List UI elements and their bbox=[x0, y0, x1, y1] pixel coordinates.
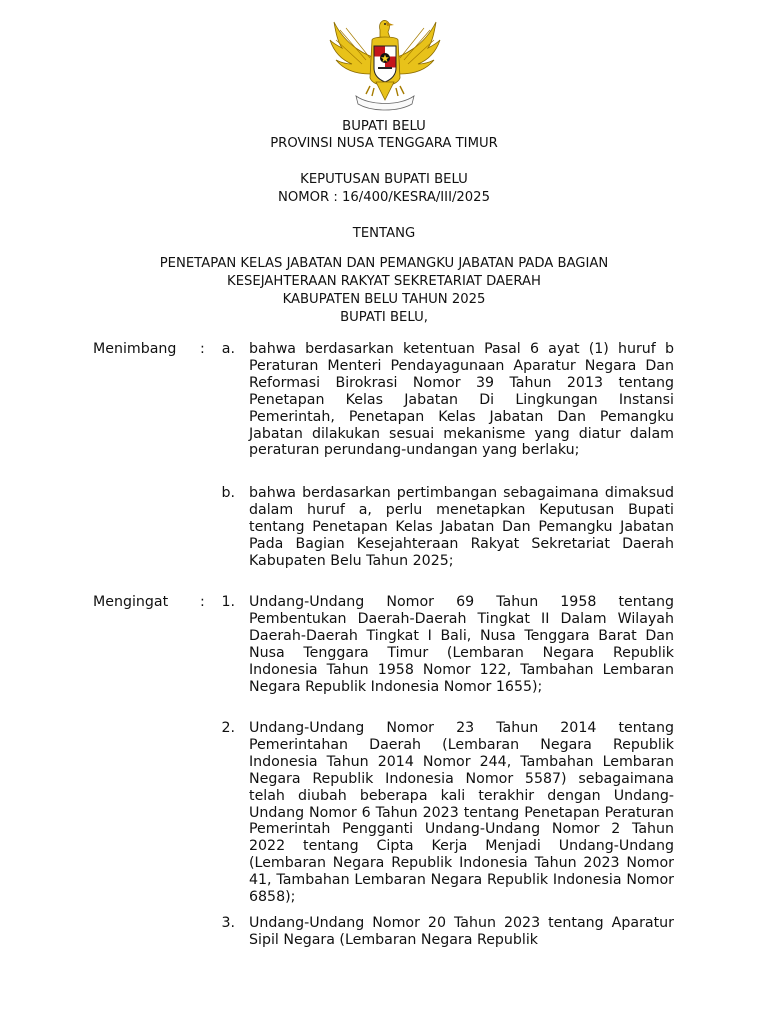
considering-marker-b: b. bbox=[221, 485, 235, 501]
remembering-colon: : bbox=[200, 594, 205, 610]
subject-line-3: KABUPATEN BELU TAHUN 2025 bbox=[282, 292, 486, 307]
garuda-emblem-icon bbox=[326, 16, 444, 112]
considering-label: Menimbang bbox=[93, 341, 177, 357]
remembering-item-3: Undang-Undang Nomor 20 Tahun 2023 tentang Aparatur Sipil Negara (Lembaran Negara Republik bbox=[249, 915, 674, 948]
considering-item-b: bahwa berdasarkan pertimbangan sebagaimana dimaksud dalam huruf a, perlu menetapkan Keputusan Bupati tentang Penetapan Kelas Jabatan Dan Pemangku Jabatan Pada Bagian Kesejahteraan Rakyat Sekretariat Daerah Kabupaten Belu Tahun 2025; bbox=[249, 485, 674, 569]
province-title: PROVINSI NUSA TENGGARA TIMUR bbox=[270, 136, 498, 151]
considering-colon: : bbox=[200, 341, 205, 357]
remembering-label: Mengingat bbox=[93, 594, 169, 610]
remembering-item-1: Undang-Undang Nomor 69 Tahun 1958 tentang Pembentukan Daerah-Daerah Tingkat II Dalam Wilayah Daerah-Daerah Tingkat I Bali, Nusa Tenggara Barat Dan Nusa Tenggara Timur (Lembaran Negara Republik Indonesia Tahun 1958 Nomor 122, Tambahan Lembaran Negara Republik Indonesia Nomor 1655); bbox=[249, 594, 674, 695]
decree-number: NOMOR : 16/400/KESRA/III/2025 bbox=[278, 190, 490, 205]
considering-item-a: bahwa berdasarkan ketentuan Pasal 6 ayat (1) huruf b Peraturan Menteri Pendayagunaan Aparatur Negara Dan Reformasi Birokrasi Nomor 39 Tahun 2013 tentang Penetapan Kelas Jabatan Di Lingkungan Instansi Pemerintah, Penetapan Kelas Jabatan Dan Pemangku Jabatan dilakukan sesuai mekanisme yang diatur dalam peraturan perundang-undangan yang berlaku; bbox=[249, 341, 674, 459]
remembering-item-2: Undang-Undang Nomor 23 Tahun 2014 tentang Pemerintahan Daerah (Lembaran Negara Republik Indonesia Tahun 2014 Nomor 244, Tambahan Lembaran Negara Republik Indonesia Nomor 5587) sebagaimana telah diubah beberapa kali terakhir dengan Undang-Undang Nomor 6 Tahun 2023 tentang Penetapan Peraturan Pemerintah Pengganti Undang-Undang Nomor 2 Tahun 2022 tentang Cipta Kerja Menjadi Undang-Undang (Lembaran Negara Republik Indonesia Tahun 2023 Nomor 41, Tambahan Lembaran Negara Republik Indonesia Nomor 6858); bbox=[249, 720, 674, 906]
about-heading: TENTANG bbox=[352, 226, 416, 241]
issuer-line: BUPATI BELU, bbox=[340, 310, 428, 325]
subject-line-2: KESEJAHTERAAN RAKYAT SEKRETARIAT DAERAH bbox=[227, 274, 541, 289]
considering-marker-a: a. bbox=[221, 341, 235, 357]
subject-line-1: PENETAPAN KELAS JABATAN DAN PEMANGKU JABATAN PADA BAGIAN bbox=[159, 256, 609, 271]
remembering-marker-2: 2. bbox=[221, 720, 235, 736]
remembering-marker-3: 3. bbox=[221, 915, 235, 931]
remembering-marker-1: 1. bbox=[221, 594, 235, 610]
decree-title: KEPUTUSAN BUPATI BELU bbox=[300, 172, 468, 187]
regent-title: BUPATI BELU bbox=[342, 119, 426, 134]
